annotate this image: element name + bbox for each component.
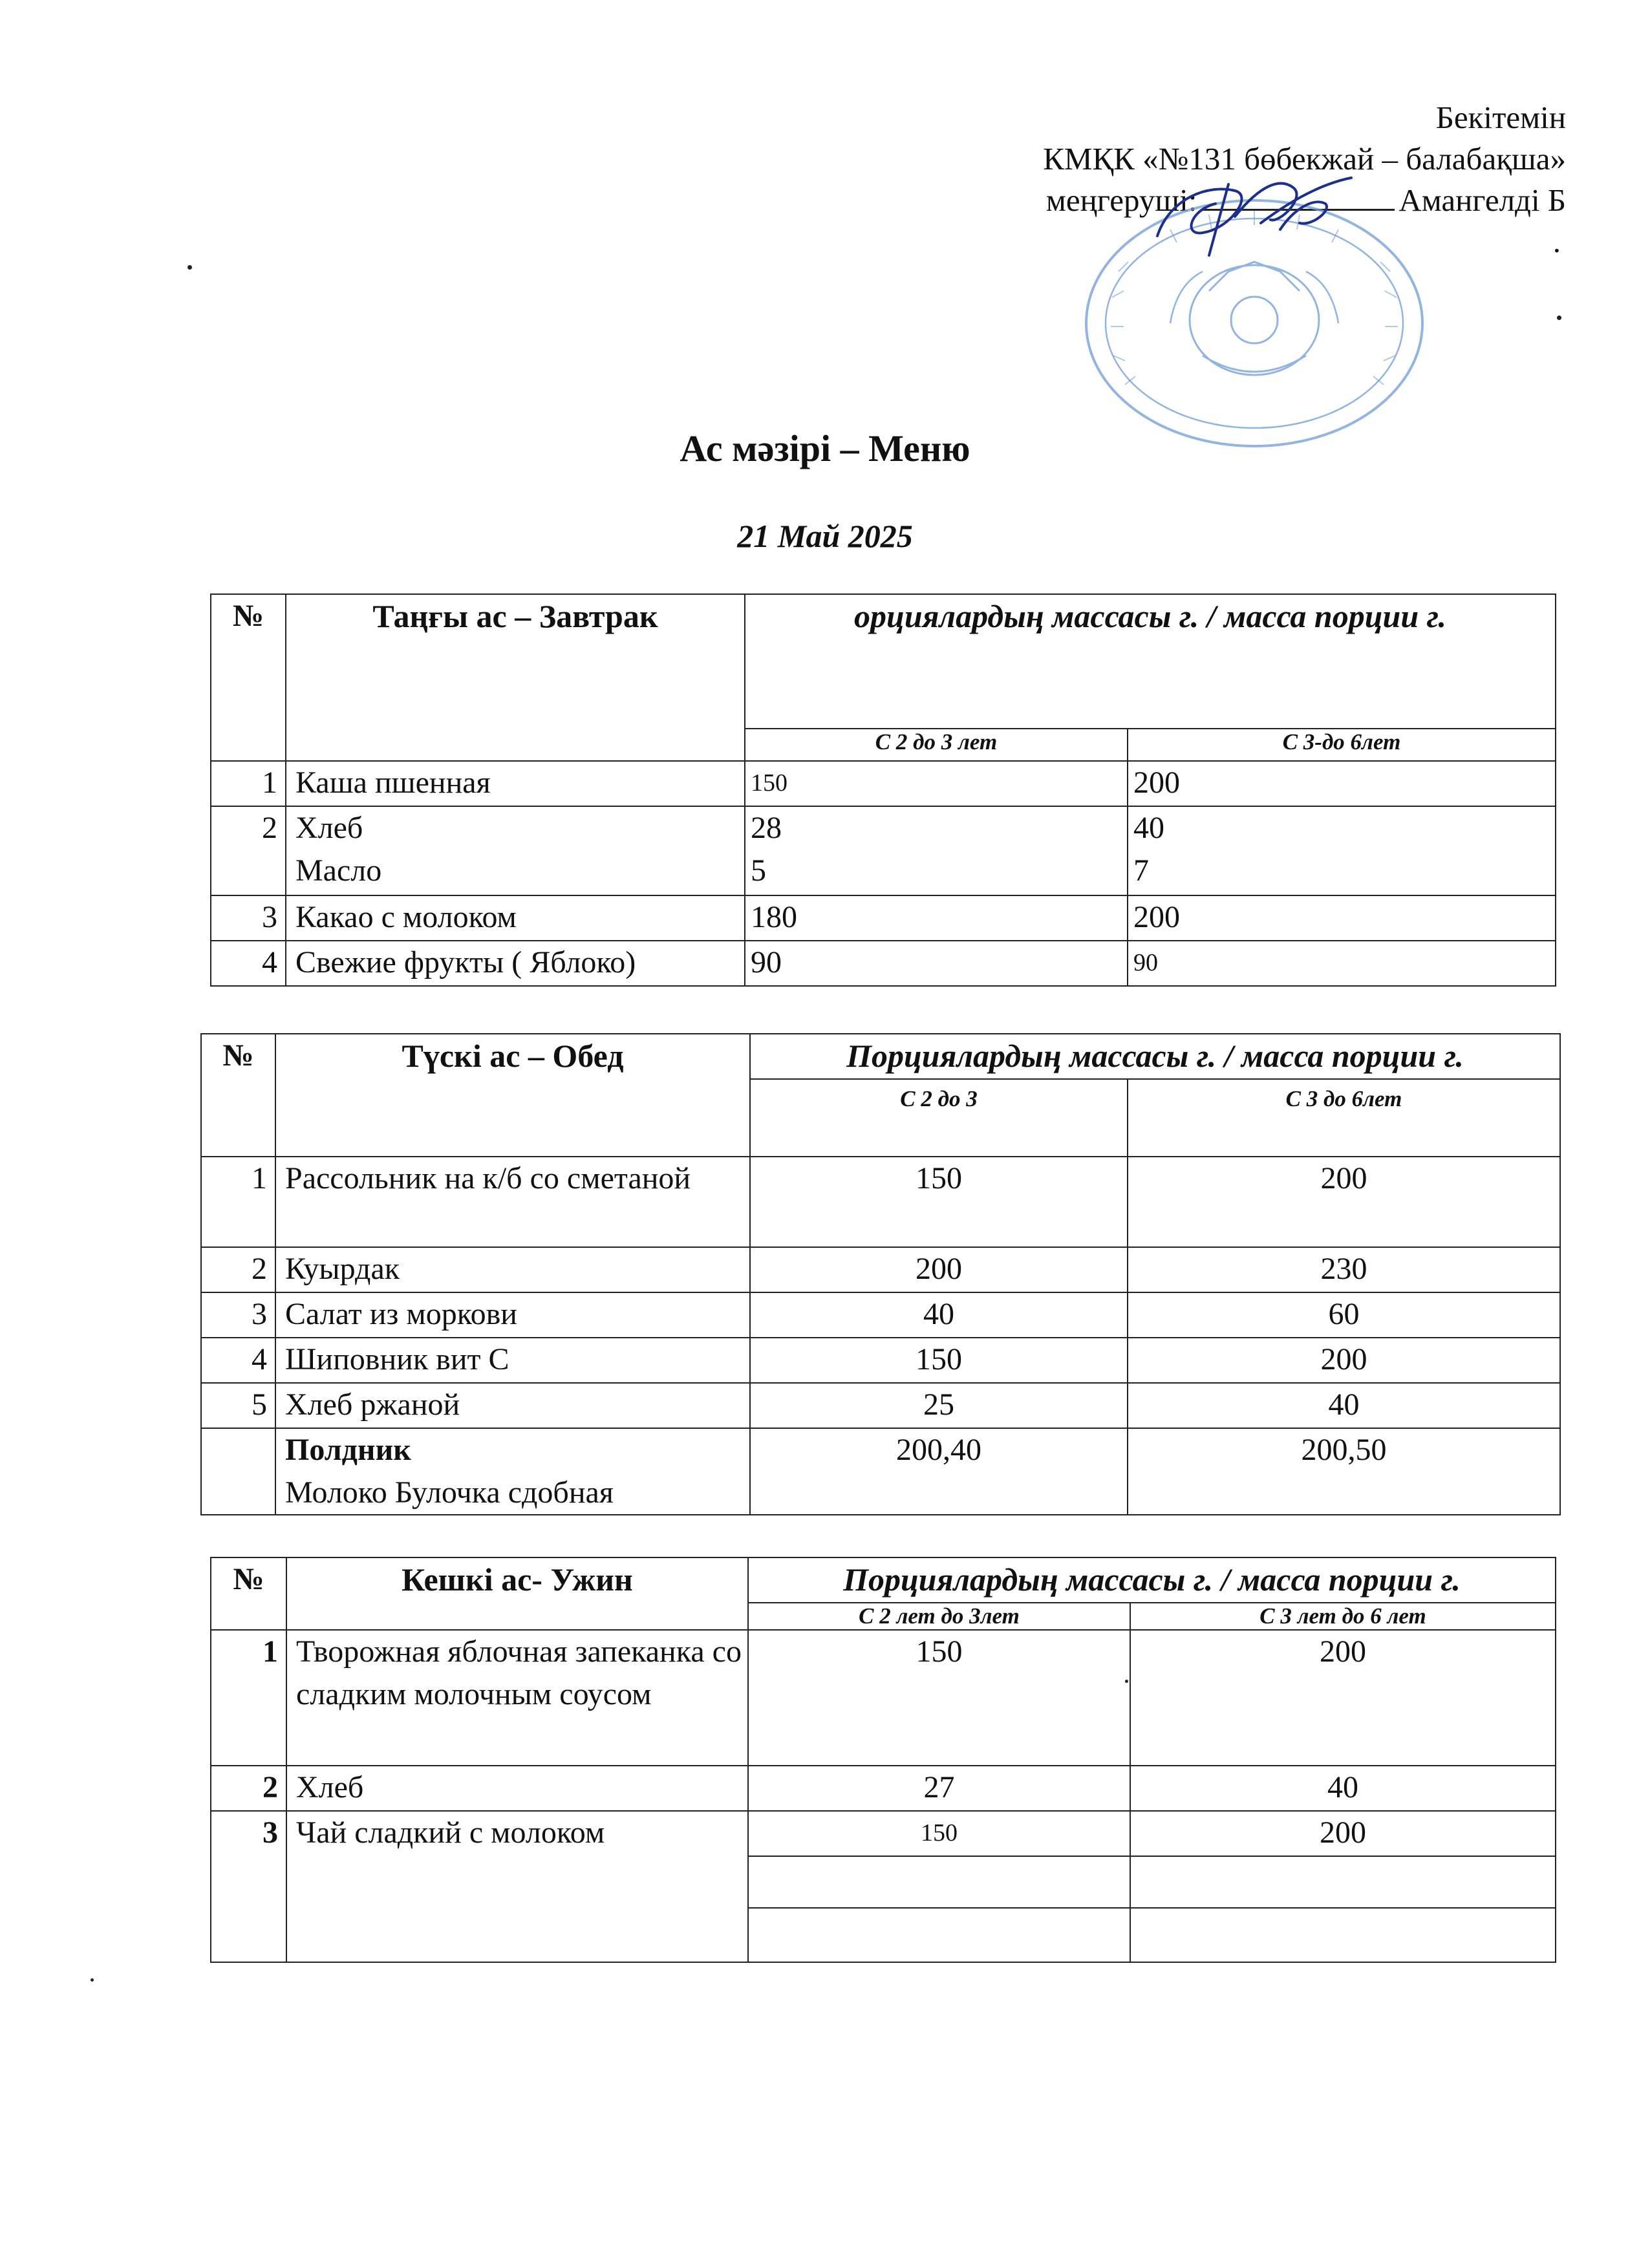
column-header-number: №	[211, 594, 286, 761]
portion-large: 200	[1128, 895, 1556, 941]
column-header-number: №	[201, 1034, 275, 1157]
row-number: 2	[201, 1247, 275, 1292]
row-number: 1	[211, 761, 286, 806]
table-row	[201, 1247, 1560, 1292]
dish-name: Чай сладкий с молоком	[286, 1811, 748, 1962]
portion-small: 180	[745, 895, 1128, 941]
row-number: 3	[201, 1292, 275, 1338]
portion-line: 40	[1133, 811, 1164, 845]
age-group-2: С 3 до 6лет	[1128, 1079, 1560, 1157]
portion-small: 150	[748, 1630, 1130, 1766]
portion-small: 200	[750, 1247, 1128, 1292]
portion-large: 200	[1128, 1157, 1560, 1247]
portion-large: 90	[1128, 941, 1556, 986]
dish-name: Хлеб	[286, 1766, 748, 1811]
dinner-table	[210, 1557, 1556, 1963]
menu-date: 21 Май 2025	[737, 518, 913, 554]
dish-name: Творожная яблочная запеканка со сладким молочным соусом	[286, 1630, 748, 1766]
snack-title: Полдник	[285, 1433, 411, 1467]
dish-name: Какао с молоком	[286, 895, 745, 941]
scan-dot	[1557, 316, 1561, 320]
table-row	[201, 1292, 1560, 1338]
dish-line: Масло	[295, 853, 382, 888]
table-row	[211, 941, 1556, 986]
mass-header: Порциялардың массасы г. / масса порции г.	[748, 1557, 1556, 1603]
organization-name: КМҚК «№131 бөбекжай – балабақша»	[1043, 141, 1566, 177]
page-title: Ас мәзірі – Меню	[680, 427, 970, 469]
table-row	[211, 806, 1556, 895]
mass-header: Порциялардың массасы г. / масса порции г.	[750, 1034, 1560, 1079]
row-number: 4	[211, 941, 286, 986]
row-number: 2	[211, 1766, 286, 1811]
meal-title: Таңғы ас – Завтрак	[286, 594, 745, 761]
portion-large: 200,50	[1128, 1428, 1560, 1515]
director-signature	[1131, 158, 1364, 268]
column-header-number: №	[211, 1557, 286, 1630]
portion-small: 200,40	[750, 1428, 1128, 1515]
dish-name: Каша пшенная	[286, 761, 745, 806]
empty-cell	[1130, 1856, 1556, 1908]
portion-small: 150	[748, 1811, 1130, 1856]
portion-small: 150	[750, 1157, 1128, 1247]
age-group-1: С 2 до 3 лет	[745, 729, 1128, 761]
portion-small: 25	[750, 1383, 1128, 1428]
portion-line: 7	[1133, 853, 1149, 888]
row-number: 4	[201, 1338, 275, 1383]
dish-name: Свежие фрукты ( Яблоко)	[286, 941, 745, 986]
table-row	[201, 1338, 1560, 1383]
portion-small: 27	[748, 1766, 1130, 1811]
portion-large: 200	[1128, 1338, 1560, 1383]
table-row	[211, 895, 1556, 941]
portion-large: 40	[1128, 1383, 1560, 1428]
portion-large: 230	[1128, 1247, 1560, 1292]
row-number: 3	[211, 1811, 286, 1962]
dish-name: Рассольник на к/б со сметаной	[275, 1157, 750, 1247]
dish-line: Хлеб	[295, 811, 363, 845]
row-number: 1	[201, 1157, 275, 1247]
snack-row	[201, 1428, 1560, 1515]
portion-line: 5	[751, 853, 766, 888]
director-position: меңгеруші:	[1045, 182, 1197, 218]
table-row	[211, 761, 1556, 806]
table-row	[211, 1630, 1556, 1766]
row-number: 1	[211, 1630, 286, 1766]
portion-large: 200	[1130, 1811, 1556, 1856]
table-row	[201, 1157, 1560, 1247]
approve-title: Бекітемін	[1435, 100, 1566, 135]
dish-name: Куырдак	[275, 1247, 750, 1292]
dish-name: Шиповник вит С	[275, 1338, 750, 1383]
end-dot: .	[1552, 224, 1561, 259]
dish-name: Салат из моркови	[275, 1292, 750, 1338]
portion-small	[745, 806, 1128, 895]
row-number: 5	[201, 1383, 275, 1428]
snack-cell	[275, 1428, 750, 1515]
age-group-1: С 2 лет до 3лет	[748, 1603, 1130, 1630]
snack-items: Молоко Булочка сдобная	[285, 1475, 614, 1510]
age-group-2: С 3 лет до 6 лет	[1130, 1603, 1556, 1630]
age-group-2: С 3-до 6лет	[1128, 729, 1556, 761]
portion-large	[1128, 806, 1556, 895]
empty-cell	[201, 1428, 275, 1515]
table-row	[211, 1811, 1556, 1856]
portion-line: 28	[751, 811, 782, 845]
portion-small: 150	[750, 1338, 1128, 1383]
scan-dot	[91, 1978, 94, 1982]
table-row	[201, 1383, 1560, 1428]
portion-small: 150	[745, 761, 1128, 806]
table-row	[211, 1766, 1556, 1811]
row-number: 3	[211, 895, 286, 941]
portion-small: 40	[750, 1292, 1128, 1338]
lunch-table	[200, 1033, 1561, 1515]
portion-large: 200	[1130, 1630, 1556, 1766]
meal-title: Кешкі ас- Ужин	[286, 1557, 748, 1630]
dish-name: Хлеб ржаной	[275, 1383, 750, 1428]
director-name: Амангелді Б	[1398, 182, 1566, 218]
age-group-1: С 2 до 3	[750, 1079, 1128, 1157]
dish-name	[286, 806, 745, 895]
meal-title: Түскі ас – Обед	[275, 1034, 750, 1157]
empty-cell	[1130, 1908, 1556, 1962]
mass-header: орциялардың массасы г. / масса порции г.	[745, 594, 1556, 729]
row-number: 2	[211, 806, 286, 895]
portion-large: 200	[1128, 761, 1556, 806]
portion-small: 90	[745, 941, 1128, 986]
breakfast-table	[210, 594, 1556, 987]
empty-cell	[748, 1856, 1130, 1908]
empty-cell	[748, 1908, 1130, 1962]
scan-dot	[188, 265, 192, 270]
portion-large: 40	[1130, 1766, 1556, 1811]
portion-large: 60	[1128, 1292, 1560, 1338]
